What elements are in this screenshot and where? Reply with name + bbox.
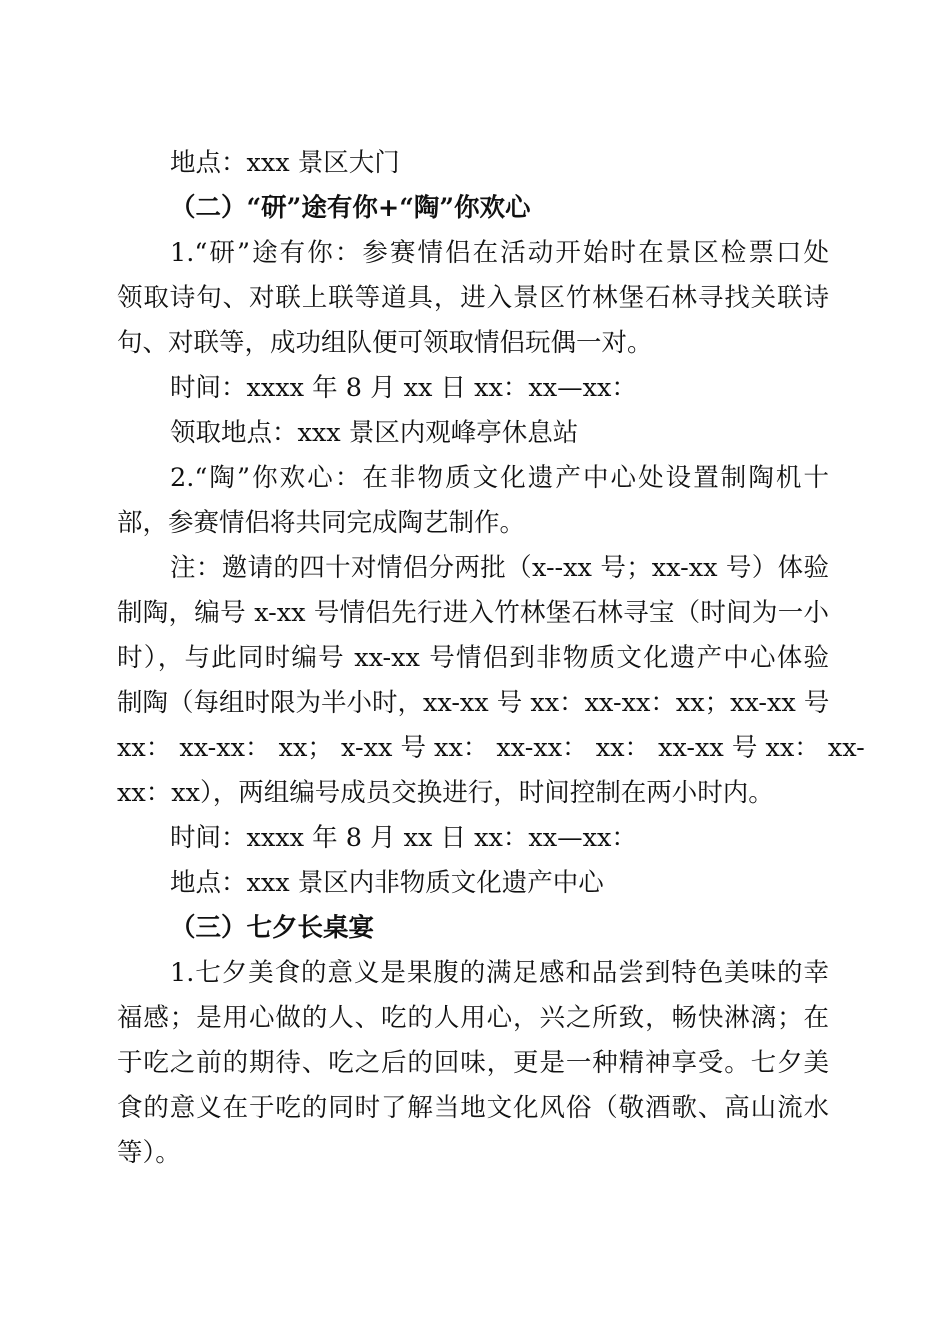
paragraph-line: 2.“陶”你欢心：在非物质文化遗产中心处设置制陶机十 bbox=[170, 463, 829, 493]
paragraph-line: 部，参赛情侣将共同完成陶艺制作。 bbox=[117, 508, 526, 538]
paragraph-line: 领取诗句、对联上联等道具，进入景区竹林堡石林寻找关联诗 bbox=[117, 283, 829, 313]
item-1-paragraph bbox=[117, 231, 829, 366]
item-1-time: 时间：xxxx 年 8 月 xx 日 xx：xx—xx： bbox=[170, 373, 637, 403]
paragraph-line: 1.“研”途有你：参赛情侣在活动开始时在景区检票口处 bbox=[170, 238, 829, 268]
note-paragraph bbox=[117, 546, 865, 816]
paragraph-line: 注：邀请的四十对情侣分两批（x--xx 号；xx-xx 号）体验 bbox=[170, 553, 829, 583]
paragraph-line: 制陶（每组时限为半小时，xx-xx 号 xx：xx-xx：xx；xx-xx 号 bbox=[117, 688, 830, 718]
paragraph-line: 于吃之前的期待、吃之后的回味，更是一种精神享受。七夕美 bbox=[117, 1048, 829, 1078]
paragraph-line: 句、对联等，成功组队便可领取情侣玩偶一对。 bbox=[117, 328, 653, 358]
paragraph-line: 等）。 bbox=[117, 1138, 181, 1168]
paragraph-line: 食的意义在于吃的同时了解当地文化风俗（敬酒歌、高山流水 bbox=[117, 1093, 829, 1123]
item-1-pickup-location: 领取地点：xxx 景区内观峰亭休息站 bbox=[170, 418, 579, 448]
paragraph-line: 福感；是用心做的人、吃的人用心，兴之所致，畅快淋漓；在 bbox=[117, 1003, 829, 1033]
paragraph-line: xx：xx），两组编号成员交换进行，时间控制在两小时内。 bbox=[117, 778, 774, 808]
section-3-title: （三）七夕长桌宴 bbox=[170, 913, 375, 943]
paragraph-line: 1.七夕美食的意义是果腹的满足感和品尝到特色美味的幸 bbox=[170, 958, 829, 988]
item-2-paragraph bbox=[117, 456, 829, 546]
paragraph-line: xx： xx-xx： xx； x-xx 号 xx： xx-xx： xx： xx-xx 号 xx： xx- bbox=[117, 733, 865, 763]
paragraph-line: 制陶，编号 x-xx 号情侣先行进入竹林堡石林寻宝（时间为一小 bbox=[117, 598, 829, 628]
document-page bbox=[117, 141, 865, 1176]
note-location: 地点：xxx 景区内非物质文化遗产中心 bbox=[170, 868, 604, 898]
note-time: 时间：xxxx 年 8 月 xx 日 xx：xx—xx： bbox=[170, 823, 637, 853]
section-2-title: （二）“研”途有你+“陶”你欢心 bbox=[170, 193, 531, 223]
location-gate: 地点：xxx 景区大门 bbox=[170, 148, 400, 178]
paragraph-line: 时），与此同时编号 xx-xx 号情侣到非物质文化遗产中心体验 bbox=[117, 643, 829, 673]
item-3-paragraph bbox=[117, 951, 829, 1176]
